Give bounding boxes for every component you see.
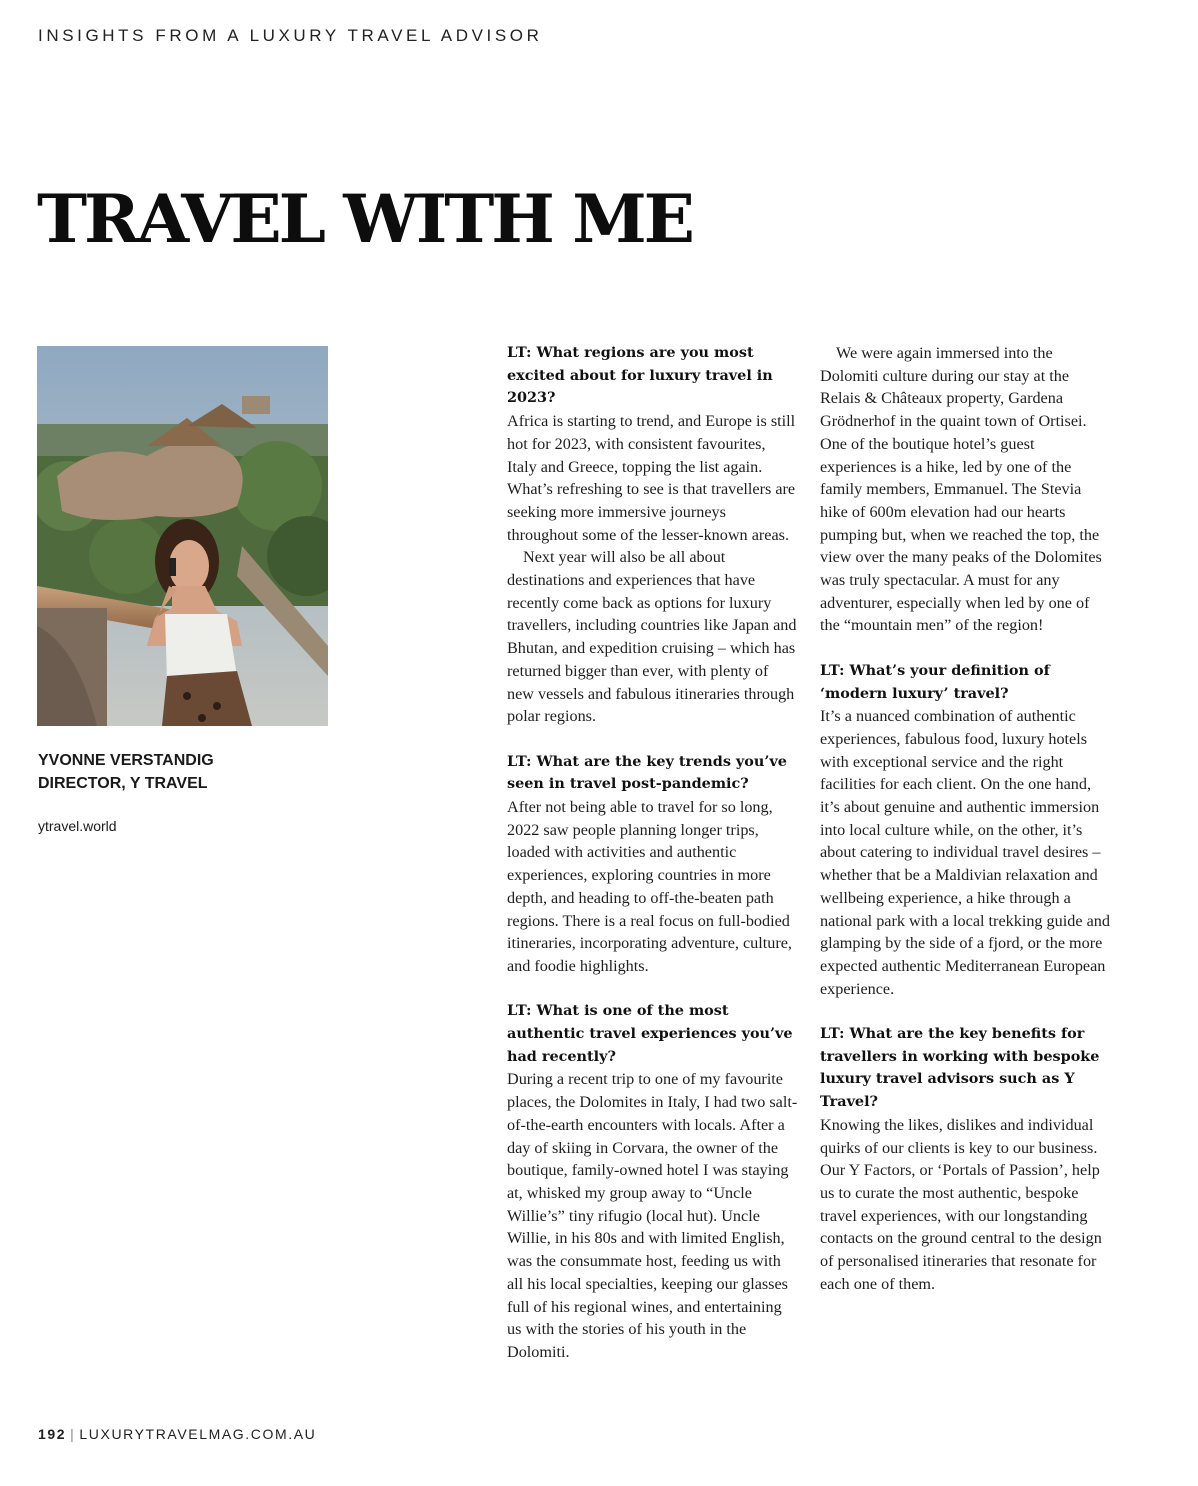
page-footer — [38, 1426, 316, 1442]
author-website[interactable]: ytravel.world — [38, 818, 117, 834]
question-3: LT: What is one of the most authentic travel experiences you’ve had recently? — [507, 1002, 793, 1065]
article-column-2 — [820, 342, 1112, 1296]
answer-1-paragraph-1: Africa is starting to trend, and Europe is still hot for 2023, with consistent favourites, Italy and Greece, topping the list again. What’s refreshing to see is that travellers are seeking more immersive journeys throughout some of the lesser-known areas. — [507, 412, 796, 544]
author-role: DIRECTOR, Y TRAVEL — [38, 775, 208, 792]
answer-3-continued: We were again immersed into the Dolomiti culture during our stay at the Relais & Châteaux property, Gardena Grödnerhof in the quaint town of Ortisei. One of the boutique hotel’s guest experiences is a hike, led by one of the family members, Emmanuel. The Stevia hike of 600m elevation had our hearts pumping but, when we reached the top, the view over the many peaks of the Dolomites was truly spectacular. A must for any adventurer, especially when led by one of the “mountain men” of the region! — [820, 344, 1102, 635]
portrait-illustration — [37, 346, 328, 726]
author-name: YVONNE VERSTANDIG — [38, 752, 214, 769]
answer-2: After not being able to travel for so long, 2022 saw people planning longer trips, loaded with activities and authentic experiences, exploring countries in more depth, and heading to off-the-beaten path regions. There is a real focus on full-bodied itineraries, incorporating adventure, culture, and foodie highlights. — [507, 798, 792, 975]
footer-site[interactable]: LUXURYTRAVELMAG.COM.AU — [79, 1426, 317, 1442]
answer-3: During a recent trip to one of my favourite places, the Dolomites in Italy, I had two salt-of-the-earth encounters with locals. After a day of skiing in Corvara, the owner of the boutique, family-owned hotel I was staying at, whisked my group away to “Uncle Willie’s” tiny rifugio (local hut). Uncle Willie, in his 80s and with limited English, was the consummate host, feeding us with all his local specialties, keeping our glasses full of his regional wines, and entertaining us with the stories of his youth in the Dolomiti. — [507, 1070, 798, 1361]
footer-separator: | — [70, 1426, 76, 1442]
answer-1-paragraph-2: Next year will also be all about destinations and experiences that have recently come back as options for luxury travellers, including countries like Japan and Bhutan, and expedition cruising – which has returned bigger than ever, with plenty of new vessels and fabulous itineraries through polar regions. — [507, 548, 797, 726]
page-number: 192 — [38, 1426, 67, 1442]
question-5: LT: What are the key benefits for travellers in working with bespoke luxury travel advisors such as Y Travel? — [820, 1025, 1100, 1111]
article-title: TRAVEL WITH ME — [37, 180, 692, 258]
question-1: LT: What regions are you most excited about for luxury travel in 2023? — [507, 344, 773, 407]
article-column-1 — [507, 342, 799, 1364]
answer-4: It’s a nuanced combination of authentic experiences, fabulous food, luxury hotels with exceptional service and the right facilities for each client. On the one hand, it’s about genuine and authentic immersion into local culture while, on the other, it’s about catering to individual travel desires – whether that be a Maldivian relaxation and wellbeing experience, a hike through a national park with a local trekking guide and glamping by the side of a fjord, or the more expected authentic Mediterranean European experience. — [820, 707, 1110, 998]
answer-5: Knowing the likes, dislikes and individual quirks of our clients is key to our business. Our Y Factors, or ‘Portals of Passion’, help us to curate the most authentic, bespoke travel experiences, with our longstanding contacts on the ground central to the design of personalised itineraries that resonate for each one of them. — [820, 1115, 1102, 1293]
author-byline — [38, 749, 214, 795]
question-4: LT: What’s your definition of ‘modern luxury’ travel? — [820, 661, 1050, 702]
portrait-photo — [37, 346, 328, 726]
section-kicker: INSIGHTS FROM A LUXURY TRAVEL ADVISOR — [38, 26, 543, 45]
question-2: LT: What are the key trends you’ve seen in travel post-pandemic? — [507, 752, 787, 793]
